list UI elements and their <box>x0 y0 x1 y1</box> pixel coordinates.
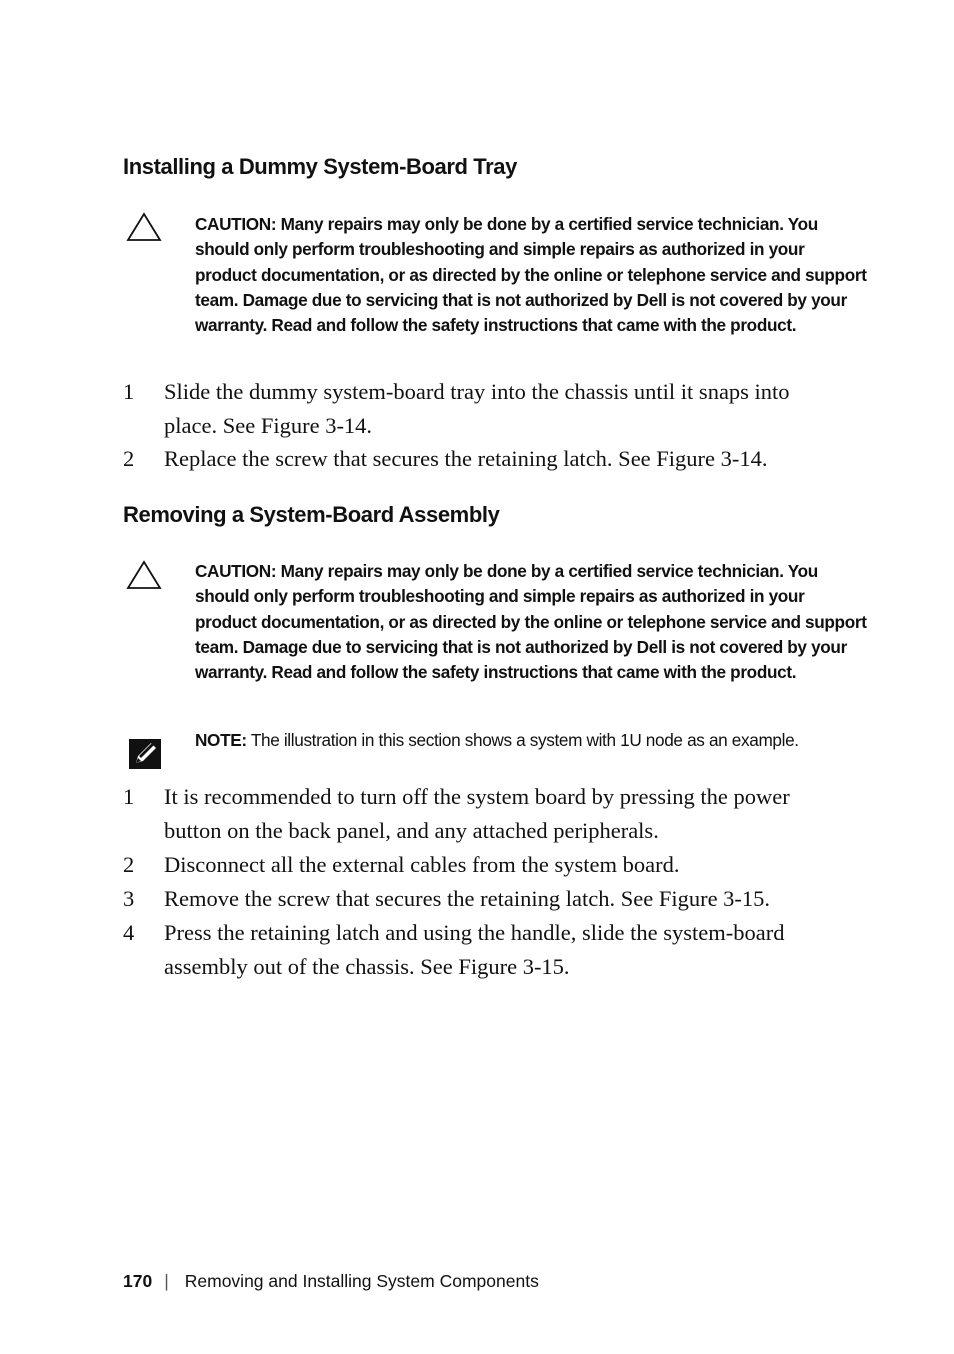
page-number: 170 <box>123 1271 153 1291</box>
caution-text: CAUTION: Many repairs may only be done by a certified service technician. You should only perform troubleshooting and simple repairs as authorized in your product documentation, or as directed by the online or telephone service and support team. Damage due to servicing that is not authorized by Dell is not covered by your warranty. Read and follow the safety instructions that came with the product. <box>195 561 867 683</box>
chapter-title: Removing and Installing System Components <box>184 1271 539 1291</box>
step-text: Slide the dummy system-board tray into the chassis until it snaps into place. See Figure 3-14. <box>164 379 790 438</box>
note-text <box>195 728 885 753</box>
footer-separator: | <box>164 1271 169 1291</box>
step-number: 2 <box>123 446 135 471</box>
section-title-removing-assembly: Removing a System-Board Assembly <box>123 502 500 527</box>
step-item <box>123 882 843 916</box>
step-text: It is recommended to turn off the system board by pressing the power button on the back panel, and any attached peripherals. <box>164 784 790 843</box>
step-number: 1 <box>123 379 135 404</box>
caution-text: CAUTION: Many repairs may only be done by a certified service technician. You should only perform troubleshooting and simple repairs as authorized in your product documentation, or as directed by the online or telephone service and support team. Damage due to servicing that is not authorized by Dell is not covered by your warranty. Read and follow the safety instructions that came with the product. <box>195 214 867 336</box>
step-number: 3 <box>123 886 135 911</box>
step-text: Disconnect all the external cables from the system board. <box>164 852 680 877</box>
step-item <box>123 916 843 983</box>
step-text: Press the retaining latch and using the handle, slide the system-board assembly out of the chassis. See Figure 3-15. <box>164 920 785 979</box>
step-item <box>123 848 843 882</box>
caution-icon <box>126 212 162 242</box>
note-pencil-icon <box>129 739 161 769</box>
step-number: 2 <box>123 852 135 877</box>
step-number: 1 <box>123 784 135 809</box>
step-item <box>123 375 843 442</box>
step-item <box>123 442 843 476</box>
note-label: NOTE: <box>195 730 247 750</box>
step-item <box>123 780 843 847</box>
step-text: Replace the screw that secures the retaining latch. See Figure 3-14. <box>164 446 768 471</box>
caution-icon <box>126 560 162 590</box>
note-body: The illustration in this section shows a system with 1U node as an example. <box>246 730 799 750</box>
step-number: 4 <box>123 920 135 945</box>
section-title-installing-dummy-tray: Installing a Dummy System-Board Tray <box>123 154 517 179</box>
page-footer <box>123 1271 539 1292</box>
step-text: Remove the screw that secures the retaining latch. See Figure 3-15. <box>164 886 771 911</box>
